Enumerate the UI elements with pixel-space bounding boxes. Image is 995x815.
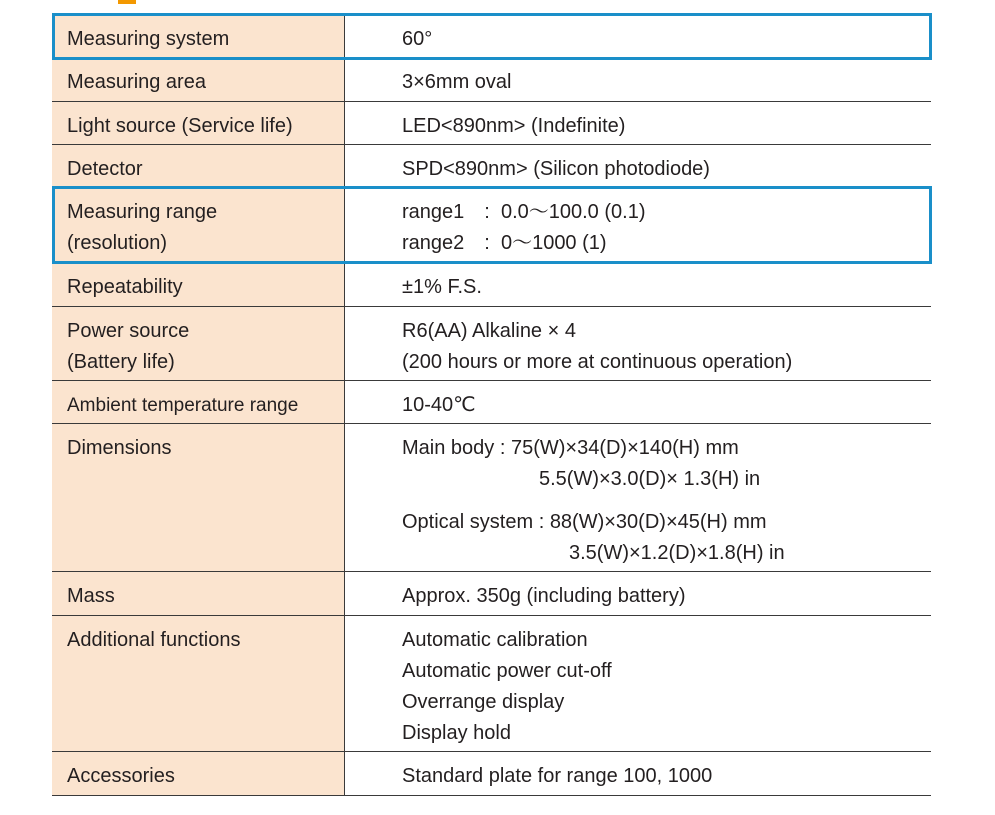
spec-value: R6(AA) Alkaline × 4 (200 hours or more at continuous operation) <box>402 320 793 373</box>
spec-row-dimensions <box>52 424 931 572</box>
spec-row-power-source <box>52 307 931 381</box>
spec-row-light-source <box>52 102 931 145</box>
spec-label: Measuring range (resolution) <box>52 188 345 262</box>
spec-row-detector <box>52 145 931 188</box>
spec-value: Automatic calibration Automatic power cut-off Overrange display Display hold <box>402 629 612 744</box>
spec-label: Measuring system <box>52 15 345 57</box>
spec-label: Ambient temperature range <box>52 381 345 423</box>
spec-row-measuring-range <box>52 188 931 263</box>
spec-label: Light source (Service life) <box>52 102 345 144</box>
spec-label: Mass <box>52 572 345 615</box>
spec-row-mass <box>52 572 931 616</box>
spec-value: Main body : 75(W)×34(D)×140(H) mm 5.5(W)×3.0(D)× 1.3(H) in Optical system : 88(W)×30(D)×45(H) mm 3.5(W)×1.2(D)×1.8(H) in <box>402 437 785 564</box>
spec-value: 60° <box>402 28 433 50</box>
spec-value: 10-40℃ <box>402 394 476 416</box>
spec-value: SPD<890nm> (Silicon photodiode) <box>402 158 710 180</box>
spec-row-repeatability <box>52 263 931 307</box>
spec-label: Measuring area <box>52 58 345 101</box>
spec-value: 3×6mm oval <box>402 71 512 93</box>
spec-value: range1 : 0.0〜100.0 (0.1) range2 : 0〜1000 (1) <box>402 201 646 254</box>
spec-value: Standard plate for range 100, 1000 <box>402 765 713 787</box>
spec-label: Accessories <box>52 752 345 795</box>
heading-accent-mark <box>118 0 136 4</box>
spec-label: Power source (Battery life) <box>52 307 345 380</box>
spec-row-measuring-area <box>52 58 931 102</box>
spec-row-accessories <box>52 752 931 796</box>
spec-row-additional-functions <box>52 616 931 752</box>
spec-row-measuring-system <box>52 14 931 58</box>
spec-value: LED<890nm> (Indefinite) <box>402 115 626 137</box>
spec-value: Approx. 350g (including battery) <box>402 585 686 607</box>
specification-table <box>52 14 931 796</box>
spec-label: Detector <box>52 145 345 187</box>
spec-row-ambient-temperature <box>52 381 931 424</box>
spec-label: Repeatability <box>52 263 345 306</box>
spec-label: Additional functions <box>52 616 345 751</box>
spec-label: Dimensions <box>52 424 345 571</box>
spec-value: ±1% F.S. <box>402 276 482 298</box>
